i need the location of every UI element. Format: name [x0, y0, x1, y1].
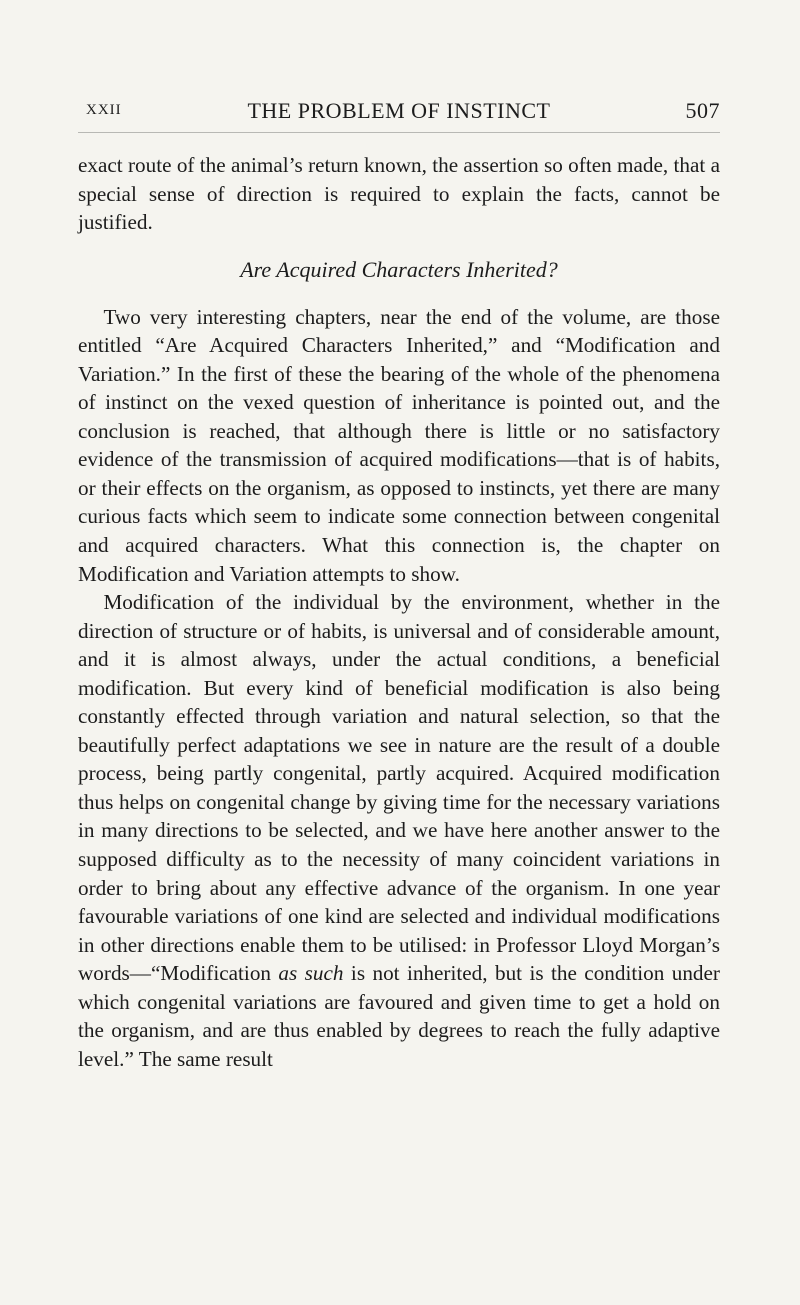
running-title: THE PROBLEM OF INSTINCT [247, 98, 551, 123]
chapter-number: XXII [86, 102, 122, 118]
paragraph-modification [78, 588, 720, 1073]
paragraph-continuation: exact route of the animal’s return known, the assertion so often made, that a special sense of direction is required to explain the facts, cannot be justified. [78, 153, 720, 235]
section-heading: Are Acquired Characters Inherited? [240, 256, 558, 282]
running-header [78, 98, 720, 133]
italic-phrase: as such [278, 961, 344, 986]
paragraph-chapters: Two very interesting chapters, near the end of the volume, are those entitled “Are Acquired Characters Inherited,” and “Modification and Variation.” In the first of these the bearing of the whole of the phenomena of instinct on the vexed question of inheritance is pointed out, and the conclusion is reached, that although there is little or no satisfactory evidence of the transmission of acquired modifications—that is of habits, or their effects on the organism, as opposed to instincts, yet there are many curious facts which seem to indicate some connection between congenital and acquired characters. What this connection is, the chapter on Modification and Variation attempts to show. [78, 304, 720, 586]
paragraph-modification-text-a: Modification of the individual by the environment, whether in the direction of structure or of habits, is universal and of considerable amount, and it is almost always, under the actual conditions, a beneficial modification. But every kind of beneficial modification is also being constantly effected through variation and natural selection, so that the beautifully perfect adaptations we see in nature are the result of a double process, being partly congenital, partly acquired. Acquired modification thus helps on congenital change by giving time for the necessary variations in many directions to be selected, and we have here another answer to the supposed difficulty as to the necessity of many coincident variations in order to bring about any effective advance of the organism. In one year favourable variations of one kind are selected and individual modifications in other directions enable them to be utilised: in Professor Lloyd Morgan’s words—“Modification [78, 590, 720, 986]
book-page [78, 98, 720, 1073]
body-text [78, 151, 720, 1073]
page-number: 507 [685, 98, 720, 123]
paragraph-modification-text-b: is not inherited, but is the condition under which congenital variations are favoured and given time to get a hold on the organism, and are thus enabled by degrees to reach the fully adaptive level.” The same result [78, 961, 720, 1071]
